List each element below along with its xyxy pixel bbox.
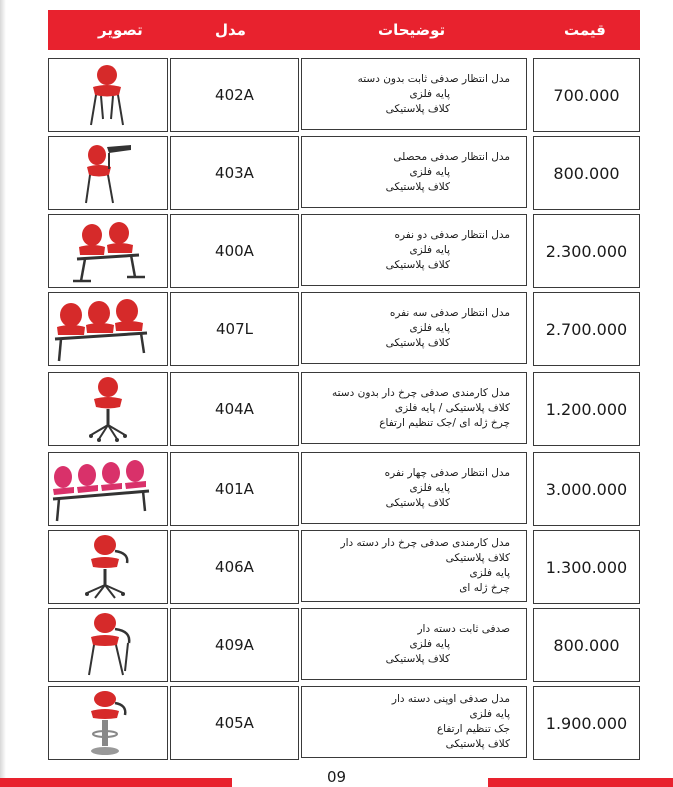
- table-row: [48, 214, 640, 288]
- product-description: [301, 214, 527, 286]
- description-line: کلاف پلاستیکی / پایه فلزی: [394, 401, 510, 414]
- product-price: 800.000: [533, 608, 640, 682]
- page-edge-shadow: [0, 0, 6, 787]
- product-description: [301, 58, 527, 130]
- table-row: [48, 608, 640, 682]
- header-model: مدل: [215, 21, 246, 39]
- product-image: [48, 58, 168, 132]
- product-image: [48, 452, 168, 526]
- product-image: [48, 136, 168, 210]
- table-row: [48, 372, 640, 446]
- description-line: پایه فلزی: [409, 637, 450, 650]
- description-line: پایه فلزی: [409, 243, 450, 256]
- description-line: پایه فلزی: [409, 165, 450, 178]
- product-price: 700.000: [533, 58, 640, 132]
- product-model: 409A: [170, 608, 299, 682]
- description-line: مدل کارمندی صدفی چرخ دار دسته دار: [340, 537, 510, 549]
- description-line: کلاف پلاستیکی: [385, 496, 450, 509]
- description-line: پایه فلزی: [469, 567, 510, 579]
- description-line: جک تنظیم ارتفاع: [436, 723, 510, 735]
- product-description: [301, 292, 527, 364]
- product-image: [48, 530, 168, 604]
- description-line: چرخ ژله ای /جک تنظیم ارتفاع: [379, 416, 510, 429]
- product-price: 2.700.000: [533, 292, 640, 366]
- product-image: [48, 608, 168, 682]
- product-price: 1.900.000: [533, 686, 640, 760]
- description-line: کلاف پلاستیکی: [385, 180, 450, 193]
- table-header: [48, 10, 640, 50]
- product-description: [301, 530, 527, 602]
- product-description: [301, 686, 527, 758]
- product-image: [48, 214, 168, 288]
- table-row: [48, 686, 640, 760]
- description-line: پایه فلزی: [409, 321, 450, 334]
- description-line: مدل انتظار صدفی محصلی: [393, 150, 510, 163]
- header-image: تصویر: [98, 21, 143, 39]
- description-line: مدل صدفی اوپنی دسته دار: [391, 693, 510, 705]
- page-number: 09: [326, 768, 347, 786]
- product-description: [301, 608, 527, 680]
- header-description: توضیحات: [378, 21, 446, 39]
- product-description: [301, 452, 527, 524]
- description-line: مدل انتظار صدفی ثابت بدون دسته: [357, 72, 510, 85]
- description-line: کلاف پلاستیکی: [385, 652, 450, 665]
- header-price: قیمت: [564, 21, 606, 39]
- product-model: 402A: [170, 58, 299, 132]
- table-row: [48, 136, 640, 210]
- product-model: 405A: [170, 686, 299, 760]
- product-description: [301, 136, 527, 208]
- product-price: 800.000: [533, 136, 640, 210]
- product-image: [48, 292, 168, 366]
- description-line: پایه فلزی: [409, 87, 450, 100]
- table-row: [48, 58, 640, 132]
- product-model: 400A: [170, 214, 299, 288]
- description-line: مدل انتظار صدفی چهار نفره: [384, 466, 510, 479]
- product-model: 407L: [170, 292, 299, 366]
- product-price: 2.300.000: [533, 214, 640, 288]
- description-line: کلاف پلاستیکی: [385, 336, 450, 349]
- product-price: 1.200.000: [533, 372, 640, 446]
- description-line: مدل انتظار صدفی دو نفره: [394, 228, 510, 241]
- product-model: 403A: [170, 136, 299, 210]
- product-model: 406A: [170, 530, 299, 604]
- description-line: پایه فلزی: [469, 708, 510, 720]
- description-line: پایه فلزی: [409, 481, 450, 494]
- description-line: کلاف پلاستیکی: [445, 738, 510, 750]
- product-model: 404A: [170, 372, 299, 446]
- description-line: چرخ ژله ای: [459, 582, 510, 594]
- table-row: [48, 530, 640, 604]
- description-line: مدل کارمندی صدفی چرخ دار بدون دسته: [332, 386, 510, 399]
- product-description: [301, 372, 527, 444]
- description-line: صدفی ثابت دسته دار: [417, 622, 510, 635]
- description-line: کلاف پلاستیکی: [445, 552, 510, 564]
- product-model: 401A: [170, 452, 299, 526]
- description-line: کلاف پلاستیکی: [385, 102, 450, 115]
- table-row: [48, 292, 640, 366]
- description-line: کلاف پلاستیکی: [385, 258, 450, 271]
- product-price: 1.300.000: [533, 530, 640, 604]
- table-row: [48, 452, 640, 526]
- product-image: [48, 686, 168, 760]
- product-price: 3.000.000: [533, 452, 640, 526]
- product-image: [48, 372, 168, 446]
- description-line: مدل انتظار صدفی سه نفره: [389, 306, 510, 319]
